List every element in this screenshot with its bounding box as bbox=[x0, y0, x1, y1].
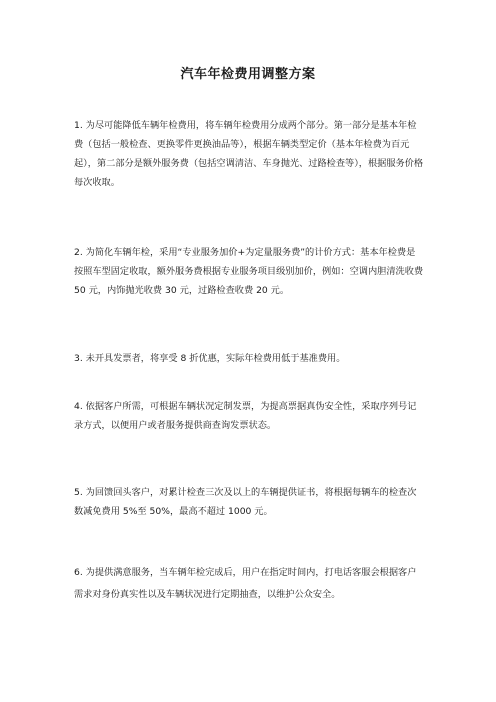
document-title: 汽车年检费用调整方案 bbox=[180, 67, 316, 82]
paragraph-1: 1. 为尽可能降低车辆年检费用，将车辆年检费用分成两个部分。第一部分是基本年检费（包括一般检查、更换零件更换油品等），根据车辆类型定价（基本年检费为百元起），第二部分是额外服务费（包括空调清洁、车身抛光、过路检查等），根据服务价格每次收取。 bbox=[74, 120, 424, 188]
paragraph-3: 3. 未开具发票者，将享受 8 折优惠，实际年检费用低于基准费用。 bbox=[74, 353, 346, 364]
paragraph-6: 6. 为提供满意服务，当车辆年检完成后，用户在指定时间内，打电话客服会根据客户需求对身份真实性以及车辆状况进行定期抽查，以维护公众安全。 bbox=[74, 567, 417, 600]
paragraph-2: 2. 为简化车辆年检，采用“专业服务加价+为定量服务费”的计价方式：基本年检费是按照车型固定收取，额外服务费根据专业服务项目级别加价，例如：空调内胆清洗收费 50 元，内饰抛光收费 30 元，过路检查收费 20 元。 bbox=[74, 247, 424, 296]
paragraph-4: 4. 依据客户所需，可根据车辆状况定制发票，为提高票据真伪安全性，采取序列号记录方式，以便用户或者服务提供商查询发票状态。 bbox=[74, 401, 417, 431]
paragraph-5: 5. 为回馈回头客户，对累计检查三次及以上的车辆提供证书，将根据每辆车的检查次数减免费用 5%至 50%，最高不超过 1000 元。 bbox=[74, 487, 417, 517]
